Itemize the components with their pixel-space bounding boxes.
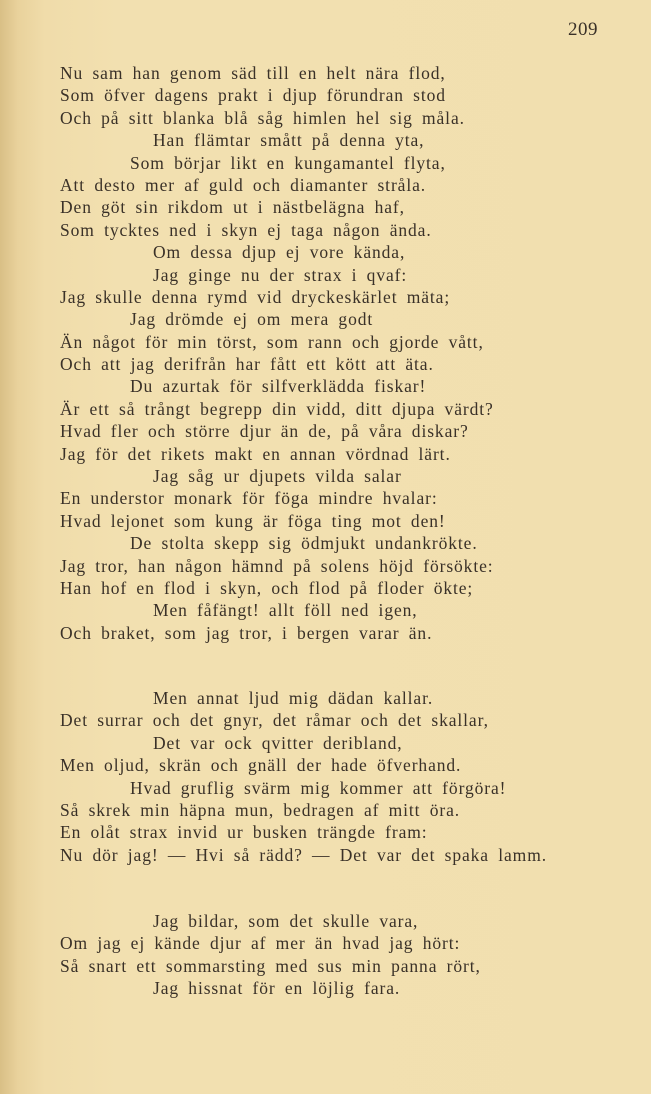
- verse-line: Att desto mer af guld och diamanter stråla.: [60, 174, 427, 195]
- verse-line: Och på sitt blanka blå såg himlen hel sig måla.: [60, 107, 465, 128]
- verse-line: Men fåfängt! allt föll ned igen,: [153, 600, 418, 621]
- verse-line: Är ett så trångt begrepp din vidd, ditt djupa värdt?: [60, 398, 494, 419]
- verse-line: Som öfver dagens prakt i djup förundran stod: [60, 85, 446, 106]
- verse-line: Så skrek min häpna mun, bedragen af mitt öra.: [60, 799, 461, 820]
- stanza-3: [60, 910, 650, 1000]
- verse-line: Jag bildar, som det skulle vara,: [153, 911, 419, 931]
- verse-line: Du azurtak för silfverklädda fiskar!: [130, 376, 427, 397]
- verse-line: Det surrar och det gnyr, det råmar och det skallar,: [60, 710, 489, 731]
- stanza-1: [60, 62, 650, 644]
- verse-line: Så snart ett sommarsting med sus min panna rört,: [60, 955, 481, 976]
- page-number: 209: [568, 19, 598, 40]
- verse-line: Som börjar likt en kungamantel flyta,: [130, 152, 446, 173]
- verse-line: Det var ock qvitter deribland,: [153, 732, 403, 753]
- verse-line: Som tycktes ned i skyn ej taga någon ända.: [60, 219, 432, 240]
- verse-line: Jag tror, han någon hämnd på solens höjd försökte:: [60, 555, 494, 576]
- verse-line: Om dessa djup ej vore kända,: [153, 242, 406, 263]
- verse-line: Jag ginge nu der strax i qvaf:: [153, 264, 408, 285]
- verse-line: Än något för min törst, som rann och gjorde vått,: [60, 331, 484, 352]
- verse-line: Den göt sin rikdom ut i nästbelägna haf,: [60, 197, 405, 218]
- verse-line: En olåt strax invid ur busken trängde fram:: [60, 822, 428, 843]
- verse-line: En understor monark för föga mindre hvalar:: [60, 488, 438, 509]
- verse-line: Hvad gruflig svärm mig kommer att förgöra!: [130, 777, 507, 798]
- verse-line: Om jag ej kände djur af mer än hvad jag hört:: [60, 933, 461, 954]
- verse-line: Jag drömde ej om mera godt: [130, 309, 374, 330]
- verse-line: Men annat ljud mig dädan kallar.: [153, 688, 434, 708]
- verse-line: Nu dör jag! — Hvi så rädd? — Det var det spaka lamm.: [60, 844, 547, 865]
- verse-line: Han flämtar smått på denna yta,: [153, 130, 425, 151]
- verse-line: Hvad lejonet som kung är föga ting mot den!: [60, 510, 446, 531]
- verse-line: Jag för det rikets makt en annan vördnad lärt.: [60, 443, 451, 464]
- verse-line: Och braket, som jag tror, i bergen varar än.: [60, 622, 433, 643]
- verse-line: Men oljud, skrän och gnäll der hade öfverhand.: [60, 755, 462, 776]
- verse-line: Jag skulle denna rymd vid dryckeskärlet mäta;: [60, 286, 451, 307]
- verse-line: Hvad fler och större djur än de, på våra diskar?: [60, 421, 469, 442]
- verse-line: Jag såg ur djupets vilda salar: [153, 466, 402, 487]
- verse-line: Nu sam han genom säd till en helt nära flod,: [60, 63, 446, 83]
- verse-line: Han hof en flod i skyn, och flod på floder ökte;: [60, 577, 474, 598]
- verse-line: Och att jag derifrån har fått ett kött att äta.: [60, 354, 434, 375]
- verse-line: De stolta skepp sig ödmjukt undankrökte.: [130, 533, 478, 554]
- verse-line: Jag hissnat för en löjlig fara.: [153, 978, 401, 999]
- stanza-2: [60, 687, 650, 866]
